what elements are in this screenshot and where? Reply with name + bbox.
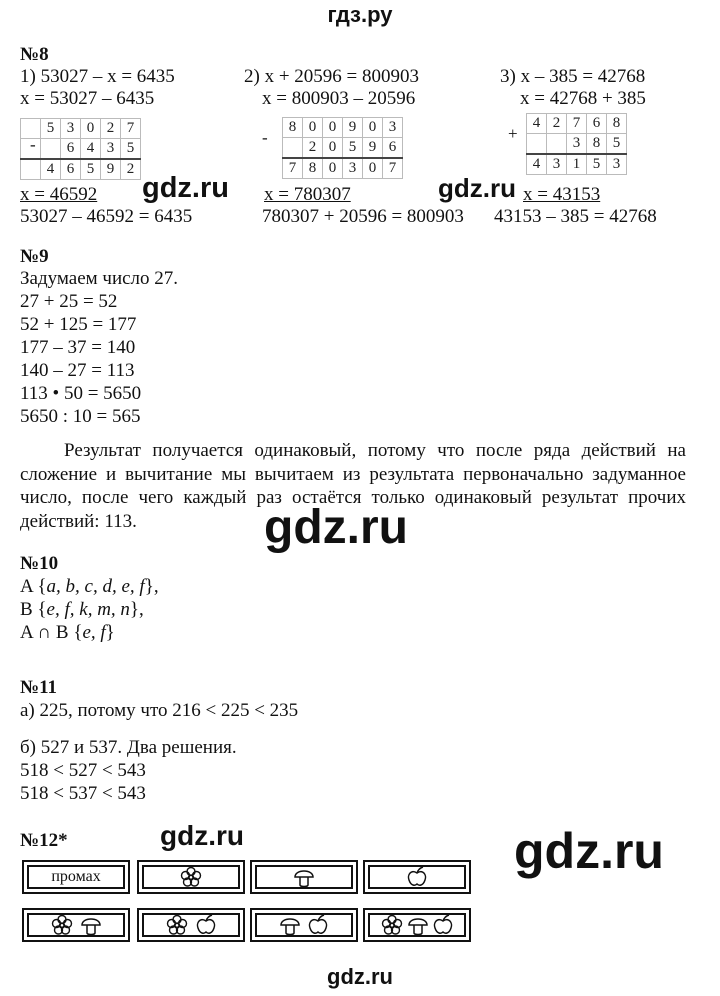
task8-title: №8	[20, 44, 49, 65]
watermark: gdz.ru	[514, 823, 664, 879]
task9-line: 27 + 25 = 52	[20, 291, 118, 312]
mushroom-icon	[407, 914, 429, 936]
task8-answer3: x = 43153	[523, 184, 601, 205]
task9-title: №9	[20, 246, 49, 267]
card-apple	[363, 860, 471, 894]
column-subtraction-grid-1: 5 3 0 2 7 6 4 3 5 4 6 5 9 2	[20, 118, 141, 180]
set-intersection: A ∩ B {e, f}	[20, 622, 115, 643]
apple-icon	[195, 914, 217, 936]
task8-check3: 43153 – 385 = 42768	[494, 206, 657, 227]
task9-line: 52 + 125 = 177	[20, 314, 137, 335]
column-subtraction-grid-2: 8 0 0 9 0 3 2 0 5 9 6 7 8 0 3 0 7	[282, 117, 403, 179]
task11-b1: 518 < 527 < 543	[20, 760, 146, 781]
flower-icon	[50, 914, 74, 936]
task9-line: Задумаем число 27.	[20, 268, 179, 289]
task9-explanation: Результат получается одинаковый, потому что после ряда действий на сложение и вычитание мы вычитаем из результата первоначально задуманное число, после чего каждый раз остаётся только одинаковый результат прочих действий: 113.	[20, 440, 686, 532]
card-flower-mushroom	[22, 908, 130, 942]
task8-check1: 53027 – 46592 = 6435	[20, 206, 193, 227]
set-a: A {a, b, c, d, e, f},	[20, 576, 159, 597]
task8-eq1: 1) 53027 – x = 6435	[20, 66, 175, 87]
apple-icon	[432, 914, 454, 936]
site-header: гдз.ру	[327, 2, 393, 27]
card-mushroom	[250, 860, 358, 894]
task12-title: №12*	[20, 830, 68, 851]
task8-answer1: x = 46592	[20, 184, 98, 205]
task11-b2: 518 < 537 < 543	[20, 783, 146, 804]
flower-icon	[179, 866, 203, 888]
card-flower-mushroom-apple	[363, 908, 471, 942]
set-b: B {e, f, k, m, n},	[20, 599, 144, 620]
watermark: gdz.ru	[142, 172, 229, 204]
watermark: gdz.ru	[264, 501, 408, 554]
task11-b: б) 527 и 537. Два решения.	[20, 737, 237, 758]
apple-icon	[406, 866, 428, 888]
task11-title: №11	[20, 677, 58, 698]
task8-answer2: x = 780307	[264, 184, 351, 205]
watermark: gdz.ru	[160, 820, 244, 851]
mushroom-icon	[80, 914, 102, 936]
task8-eq2b: x = 800903 – 20596	[262, 88, 416, 109]
mushroom-icon	[279, 914, 301, 936]
card-mushroom-apple	[250, 908, 358, 942]
apple-icon	[307, 914, 329, 936]
task8-eq2: 2) x + 20596 = 800903	[244, 66, 420, 87]
task8-check2: 780307 + 20596 = 800903	[262, 206, 464, 227]
task9-line: 140 – 27 = 113	[20, 360, 135, 381]
task9-line: 177 – 37 = 140	[20, 337, 136, 358]
task8-eq1b: x = 53027 – 6435	[20, 88, 155, 109]
task9-line: 5650 : 10 = 565	[20, 406, 141, 427]
card-label: промах	[51, 868, 101, 885]
watermark: gdz.ru	[438, 173, 516, 203]
task8-eq3: 3) x – 385 = 42768	[500, 66, 646, 87]
task10-title: №10	[20, 553, 59, 574]
watermark: gdz.ru	[327, 964, 393, 989]
grid2-sign: -	[262, 128, 268, 147]
flower-icon	[380, 914, 404, 936]
task8-eq3b: x = 42768 + 385	[520, 88, 646, 109]
task11-a: а) 225, потому что 216 < 225 < 235	[20, 700, 299, 721]
card-miss	[22, 860, 130, 894]
grid3-sign: +	[508, 124, 518, 143]
card-flower-apple	[137, 908, 245, 942]
task9-line: 113 • 50 = 5650	[20, 383, 142, 404]
card-flower	[137, 860, 245, 894]
mushroom-icon	[293, 866, 315, 888]
flower-icon	[165, 914, 189, 936]
column-addition-grid-3: 4 2 7 6 8 3 8 5 4 3 1 5 3	[526, 113, 627, 175]
grid1-sign: -	[30, 135, 36, 154]
